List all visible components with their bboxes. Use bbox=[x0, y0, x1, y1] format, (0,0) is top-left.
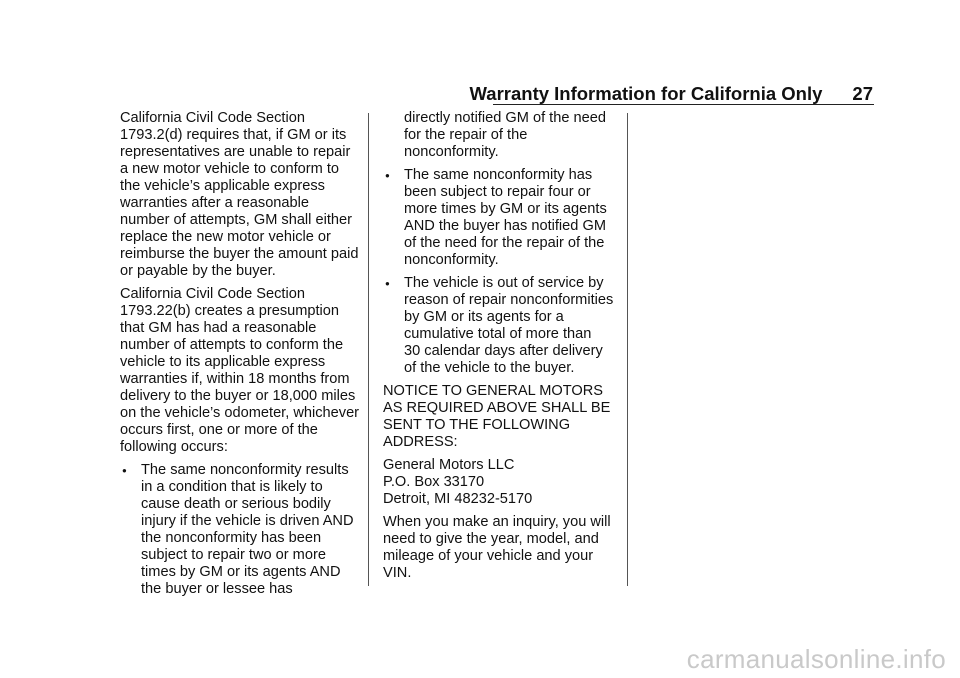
bullet-item bbox=[120, 462, 362, 598]
inquiry-paragraph: When you make an inquiry, you will need to give the year, model, and mileage of your vehicle and your VIN. bbox=[383, 514, 611, 581]
bullet-icon: ● bbox=[122, 466, 127, 475]
bullet-continuation: directly notified GM of the need for the repair of the nonconformity. bbox=[404, 110, 606, 160]
bullet-text: The vehicle is out of service by reason of repair nonconformities by GM or its agents for a cumulative total of more than 30 calendar days after delivery of the vehicle to the buyer. bbox=[404, 275, 614, 376]
bullet-item bbox=[383, 275, 618, 377]
bullet-item bbox=[383, 167, 618, 269]
address-line: P.O. Box 33170 bbox=[383, 474, 485, 490]
bullet-icon: ● bbox=[385, 171, 390, 180]
bullet-text: The same nonconformity has been subject to repair four or more times by GM or its agents AND the buyer has notified GM of the need for the repair of the nonconformity. bbox=[404, 167, 607, 268]
page-title: Warranty Information for California Only bbox=[469, 83, 823, 104]
bullet-text: The same nonconformity results in a condition that is likely to cause death or serious bodily injury if the vehicle is driven AND the nonconformity has been subject to repair two or more times by GM or its agents AND the buyer or lessee has bbox=[141, 462, 354, 597]
bullet-icon: ● bbox=[385, 279, 390, 288]
text-column-2 bbox=[383, 110, 618, 588]
watermark: carmanualsonline.info bbox=[686, 644, 946, 674]
paragraph-1793-2: California Civil Code Section 1793.2(d) requires that, if GM or its representatives are unable to repair a new motor vehicle to conform to the vehicle’s applicable express warranties after a reasonable number of attempts, GM shall either replace the new motor vehicle or reimburse the buyer the amount paid or payable by the buyer. bbox=[120, 110, 359, 279]
address-line: Detroit, MI 48232-5170 bbox=[383, 491, 533, 507]
page-number: 27 bbox=[852, 83, 873, 104]
paragraph-1793-22: California Civil Code Section 1793.22(b) creates a presumption that GM has had a reasonable number of attempts to conform the vehicle to its applicable express warranties if, within 18 months from delivery to the buyer or 18,000 miles on the vehicle’s odometer, whichever occurs first, one or more of the following occurs: bbox=[120, 286, 360, 455]
header-rule bbox=[493, 104, 874, 105]
mailing-address bbox=[383, 457, 618, 508]
column-divider bbox=[368, 113, 369, 586]
page-header bbox=[470, 82, 873, 106]
text-column-1 bbox=[120, 110, 362, 604]
column-divider bbox=[627, 113, 628, 586]
address-line: General Motors LLC bbox=[383, 457, 515, 473]
notice-paragraph: NOTICE TO GENERAL MOTORS AS REQUIRED ABOVE SHALL BE SENT TO THE FOLLOWING ADDRESS: bbox=[383, 383, 611, 450]
